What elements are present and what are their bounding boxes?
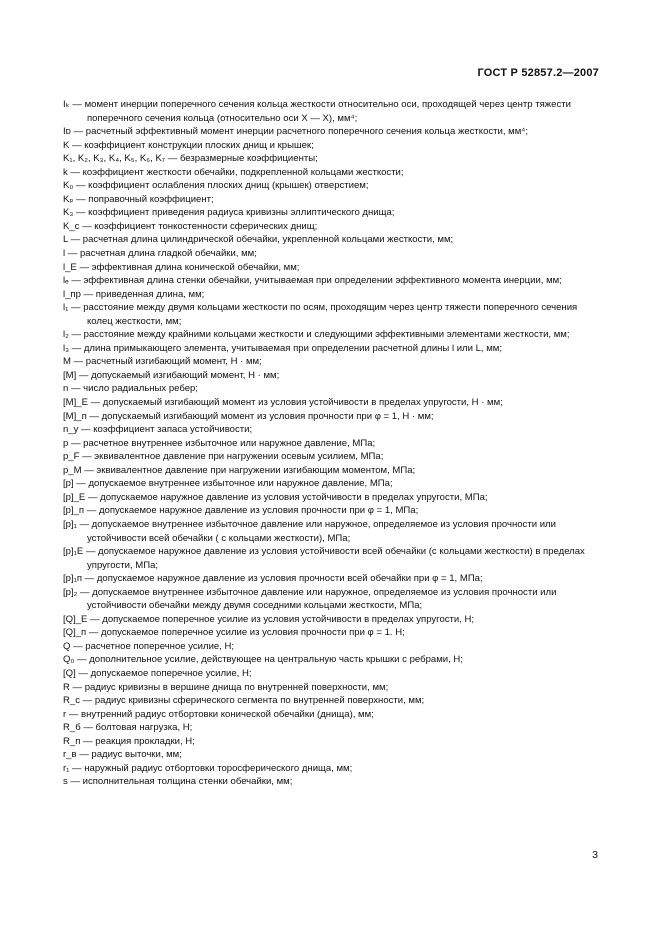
notation-entry: [p]₁ — допускаемое внутреннее избыточное давление или наружное, определяемое из условия прочности или устойчивости всей обечайки ( с кольцами жесткости), МПа; — [63, 518, 556, 544]
notation-entry: [p]_п — допускаемое наружное давление из условия прочности при φ = 1, МПа; — [63, 505, 419, 517]
notation-entry: [p]_E — допускаемое наружное давление из условия устойчивости в пределах упругости, МПа; — [63, 491, 488, 503]
notation-entry: [p]₁п — допускаемое наружное давление из условия прочности всей обечайки при φ = 1, МПа; — [63, 573, 483, 585]
notation-entry: Kₚ — поправочный коэффициент; — [63, 193, 214, 205]
notation-entry: l₁ — расстояние между двумя кольцами жесткости по осям, проходящим через центр тяжести поперечного сечения колец жесткости, мм; — [63, 302, 578, 327]
notation-entry: [Q]_E — допускаемое поперечное усилие из условия устойчивости в пределах упругости, Н; — [63, 613, 475, 625]
notation-entry: n — число радиальных ребер; — [63, 383, 198, 395]
notation-entry: K — коэффициент конструкции плоских днищ и крышек; — [63, 139, 314, 151]
notation-entry: Iₖ — момент инерции поперечного сечения кольца жесткости относительно оси, проходящей через центр тяжести поперечного сечения кольца (относительно оси X — X), мм⁴; — [63, 99, 571, 124]
notation-entry: [p]₂ — допускаемое внутреннее избыточное давление или наружное, определяемое из условия прочности или устойчивости обечайки между двумя соседними кольцами жесткости, МПа; — [63, 586, 557, 612]
notation-entry: r₁ — наружный радиус отбортовки торосферического днища, мм; — [63, 762, 353, 774]
notation-entry: [Q]_п — допускаемое поперечное усилие из условия прочности при φ = 1. Н; — [63, 627, 405, 639]
notation-entry: l — расчетная длина гладкой обечайки, мм; — [63, 248, 257, 260]
notation-entry: K₀ — коэффициент ослабления плоских днищ (крышек) отверстием; — [63, 180, 369, 192]
notation-entry: Iᴅ — расчетный эффективный момент инерции расчетного поперечного сечения кольца жесткости, мм⁴; — [63, 126, 529, 138]
notation-entry: R — радиус кривизны в вершине днища по внутренней поверхности, мм; — [63, 681, 389, 693]
document-header: ГОСТ Р 52857.2—2007 — [477, 67, 599, 79]
notation-entry: lₑ — эффективная длина стенки обечайки, учитываемая при определении эффективного момента инерции, мм; — [63, 275, 562, 287]
notation-entry: [p] — допускаемое внутреннее избыточное или наружное давление, МПа; — [63, 478, 393, 490]
notation-entry: K₁, K₂, K₃, K₄, K₅, K₆, K₇ — безразмерные коэффициенты; — [63, 153, 318, 165]
page-number: 3 — [592, 849, 598, 861]
notation-entry: [Q] — допускаемое поперечное усилие, Н; — [63, 667, 252, 679]
notation-entry: M — расчетный изгибающий момент, Н · мм; — [63, 356, 262, 368]
notation-entry: [M]_п — допускаемый изгибающий момент из условия прочности при φ = 1, Н · мм; — [63, 410, 434, 422]
notation-entry: K₃ — коэффициент приведения радиуса кривизны эллиптического днища; — [63, 207, 395, 219]
notation-entry: l_E — эффективная длина конической обечайки, мм; — [63, 261, 300, 273]
notation-entry: [M]_E — допускаемый изгибающий момент из условия устойчивости в пределах упругости, Н · мм; — [63, 397, 503, 409]
notation-entry: r_в — радиус выточки, мм; — [63, 749, 182, 761]
notation-list — [63, 98, 603, 789]
notation-entry: p — расчетное внутреннее избыточное или наружное давление, МПа; — [63, 437, 376, 449]
notation-entry: p_M — эквивалентное давление при нагружении изгибающим моментом, МПа; — [63, 464, 416, 476]
notation-entry: l_пр — приведенная длина, мм; — [63, 288, 205, 300]
notation-entry: p_F — эквивалентное давление при нагружении осевым усилием, МПа; — [63, 451, 384, 463]
notation-entry: K_c — коэффициент тонкостенности сферических днищ; — [63, 220, 318, 232]
notation-entry: [p]₁E — допускаемое наружное давление из условия устойчивости всей обечайки (с кольцами жесткости) в пределах упругости, МПа; — [63, 546, 585, 571]
notation-entry: s — исполнительная толщина стенки обечайки, мм; — [63, 776, 293, 788]
notation-entry: R_п — реакция прокладки, Н; — [63, 735, 195, 747]
notation-entry: r — внутренний радиус отбортовки конической обечайки (днища), мм; — [63, 708, 374, 720]
notation-entry: R_б — болтовая нагрузка, Н; — [63, 722, 193, 734]
notation-entry: R_c — радиус кривизны сферического сегмента по внутренней поверхности, мм; — [63, 695, 425, 707]
notation-entry: Q — расчетное поперечное усилие, Н; — [63, 640, 235, 652]
notation-entry: k — коэффициент жесткости обечайки, подкрепленной кольцами жесткости; — [63, 166, 404, 178]
notation-entry: Q₀ — дополнительное усилие, действующее на центральную часть крышки с ребрами, Н; — [63, 654, 463, 666]
notation-entry: l₃ — длина примыкающего элемента, учитываемая при определении расчетной длины l или L, мм; — [63, 342, 503, 354]
notation-entry: l₂ — расстояние между крайними кольцами жесткости и следующими эффективными элементами жесткости, мм; — [63, 329, 570, 341]
notation-entry: [M] — допускаемый изгибающий момент, Н · мм; — [63, 369, 280, 381]
notation-entry: n_y — коэффициент запаса устойчивости; — [63, 424, 253, 436]
notation-entry: L — расчетная длина цилиндрической обечайки, укрепленной кольцами жесткости, мм; — [63, 234, 454, 246]
